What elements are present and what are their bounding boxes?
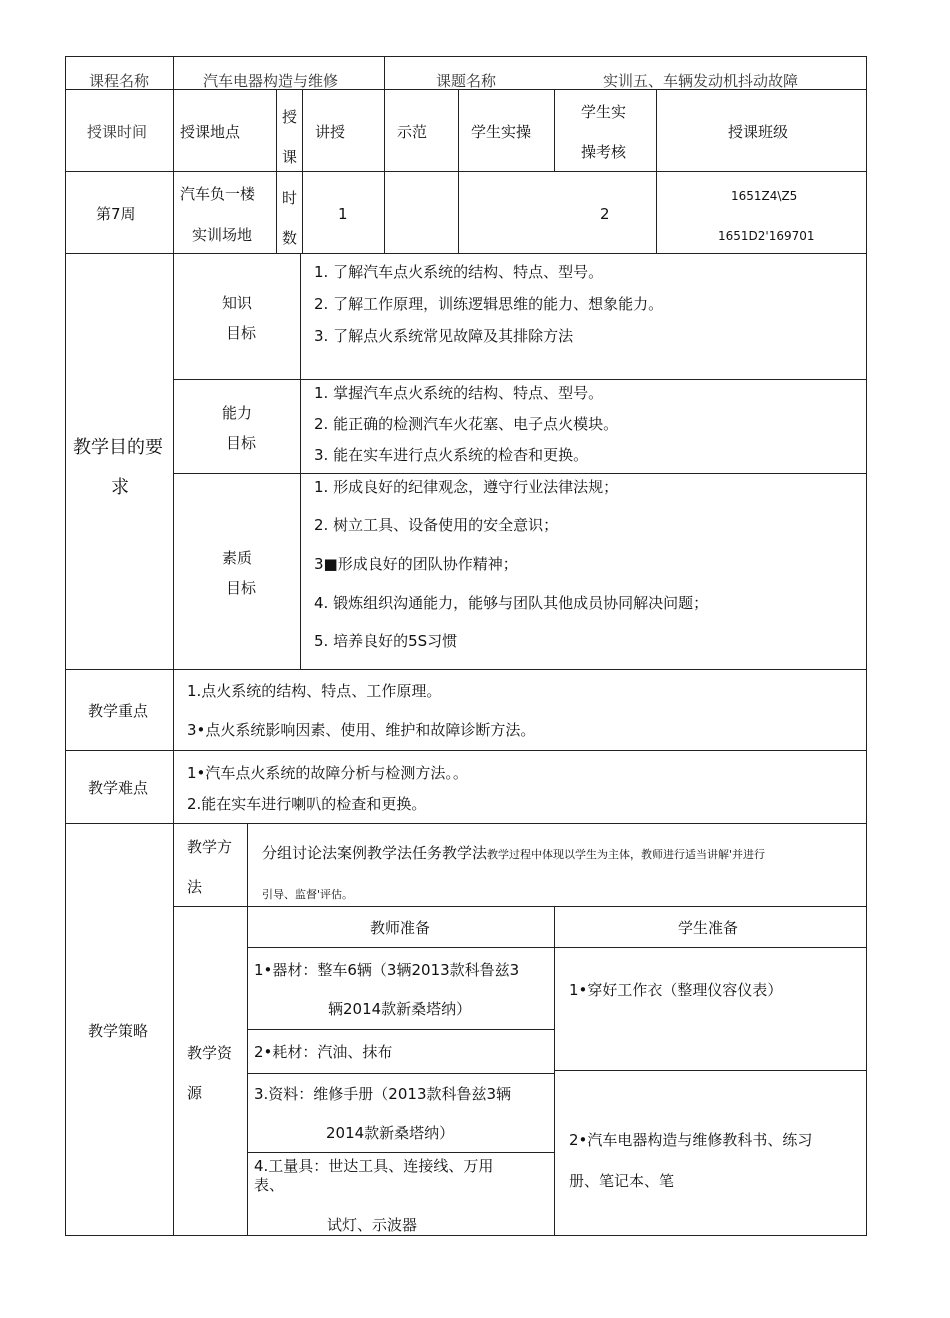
column-assess-label-line1: 学生实: [581, 103, 627, 121]
teacher-consumables: 2•耗材：汽油、抹布: [254, 1043, 393, 1061]
method-label-line2: 法: [187, 878, 203, 896]
objectives-label-line1: 教学目的要: [73, 437, 163, 458]
ability-label-line1: 能力: [222, 404, 253, 422]
teacher-equipment-line1: 1•器材：整车6辆（3辆2013款科鲁兹3: [254, 961, 520, 979]
teacher-tools-line3: 试灯、示波器: [327, 1216, 418, 1234]
student-prep-header: 学生准备: [678, 919, 739, 937]
column-demo-label: 示范: [397, 123, 428, 141]
knowledge-item: 3. 了解点火系统常见故障及其排除方法: [314, 327, 574, 345]
difficulties-label: 教学难点: [88, 779, 149, 797]
lecture-hours-value: 1: [338, 205, 348, 223]
difficulty-item: 1•汽车点火系统的故障分析与检测方法。。: [187, 764, 468, 782]
column-assess-label-line2: 操考核: [581, 143, 627, 161]
teacher-materials-line2: 2014款新桑塔纳）: [326, 1124, 455, 1142]
assess-hours-value: 2: [600, 205, 610, 223]
knowledge-label-line1: 知识: [222, 294, 253, 312]
column-hours-char-2: 课: [282, 148, 298, 166]
column-class-label: 授课班级: [728, 123, 789, 141]
quality-item: 3■形成良好的团队协作精神；: [314, 555, 518, 573]
column-time-label: 授课时间: [87, 123, 148, 141]
teacher-equipment-line2: 辆2014款新桑塔纳）: [328, 1000, 472, 1018]
place-value-line2: 实训场地: [192, 226, 253, 244]
column-hours-char-1: 授: [282, 108, 298, 126]
column-place-label: 授课地点: [180, 123, 241, 141]
student-prep-item1: 1•穿好工作衣（整理仪容仪表）: [569, 981, 783, 999]
ability-item: 2. 能正确的检测汽车火花塞、电子点火模块。: [314, 415, 619, 433]
method-label-line1: 教学方: [187, 838, 233, 856]
key-points-label: 教学重点: [88, 702, 149, 720]
ability-label-line2: 目标: [226, 434, 257, 452]
method-text-line2: 引导、监督'评估。: [262, 888, 354, 901]
quality-item: 1. 形成良好的纪律观念，遵守行业法律法规；: [314, 478, 619, 496]
resource-label-line1: 教学资: [187, 1044, 233, 1062]
column-lecture-label: 讲授: [315, 123, 346, 141]
difficulty-item: 2.能在实车进行喇叭的检查和更换。: [187, 795, 427, 813]
resource-label-line2: 源: [187, 1084, 203, 1102]
topic-name-label: 课题名称: [436, 72, 497, 90]
key-point-item: 1.点火系统的结构、特点、工作原理。: [187, 682, 442, 700]
quality-label-line2: 目标: [226, 579, 257, 597]
quality-item: 5. 培养良好的5S习惯: [314, 632, 458, 650]
teacher-materials-line1: 3.资料：维修手册（2013款科鲁兹3辆: [254, 1085, 512, 1103]
key-point-item: 3•点火系统影响因素、使用、维护和故障诊断方法。: [187, 721, 536, 739]
class-value-line1: 1651Z4\Z5: [731, 189, 798, 203]
method-text-line1: [262, 843, 765, 865]
column-practice-label: 学生实操: [471, 123, 532, 141]
ability-item: 1. 掌握汽车点火系统的结构、特点、型号。: [314, 384, 604, 402]
place-value-line1: 汽车负一楼: [180, 185, 256, 203]
quality-item: 4. 锻炼组织沟通能力，能够与团队其他成员协同解决问题；: [314, 594, 709, 612]
column-hours-char-4: 数: [282, 229, 298, 247]
knowledge-item: 1. 了解汽车点火系统的结构、特点、型号。: [314, 263, 604, 281]
student-prep-item2-line1: 2•汽车电器构造与维修教科书、练习: [569, 1131, 813, 1149]
week-value: 第7周: [96, 205, 136, 223]
teacher-tools-line2: 表、: [254, 1176, 285, 1194]
ability-item: 3. 能在实车进行点火系统的检杳和更换。: [314, 446, 589, 464]
method-text-large: 分组讨论法案例教学法任务教学法: [262, 844, 488, 862]
strategy-label: 教学策略: [88, 1022, 149, 1040]
quality-label-line1: 素质: [222, 549, 253, 567]
knowledge-item: 2. 了解工作原理，训练逻辑思维的能力、想象能力。: [314, 295, 664, 313]
column-hours-char-3: 时: [282, 189, 298, 207]
topic-name-value: 实训五、车辆发动机抖动故障: [603, 72, 799, 90]
method-text-small: 教学过程中体现以学生为主体，教师进行适当讲解'并进行: [487, 848, 766, 861]
course-name-value: 汽车电器构造与维修: [203, 72, 339, 90]
knowledge-label-line2: 目标: [226, 324, 257, 342]
student-prep-item2-line2: 册、笔记本、笔: [569, 1172, 675, 1190]
class-value-line2: 1651D2'169701: [718, 229, 815, 243]
quality-item: 2. 树立工具、设备使用的安全意识；: [314, 516, 559, 534]
teacher-tools-line1: 4.工量具：世达工具、连接线、万用: [254, 1157, 494, 1175]
teacher-prep-header: 教师准备: [370, 919, 431, 937]
objectives-label-line2: 求: [111, 477, 129, 498]
course-name-label: 课程名称: [89, 72, 150, 90]
